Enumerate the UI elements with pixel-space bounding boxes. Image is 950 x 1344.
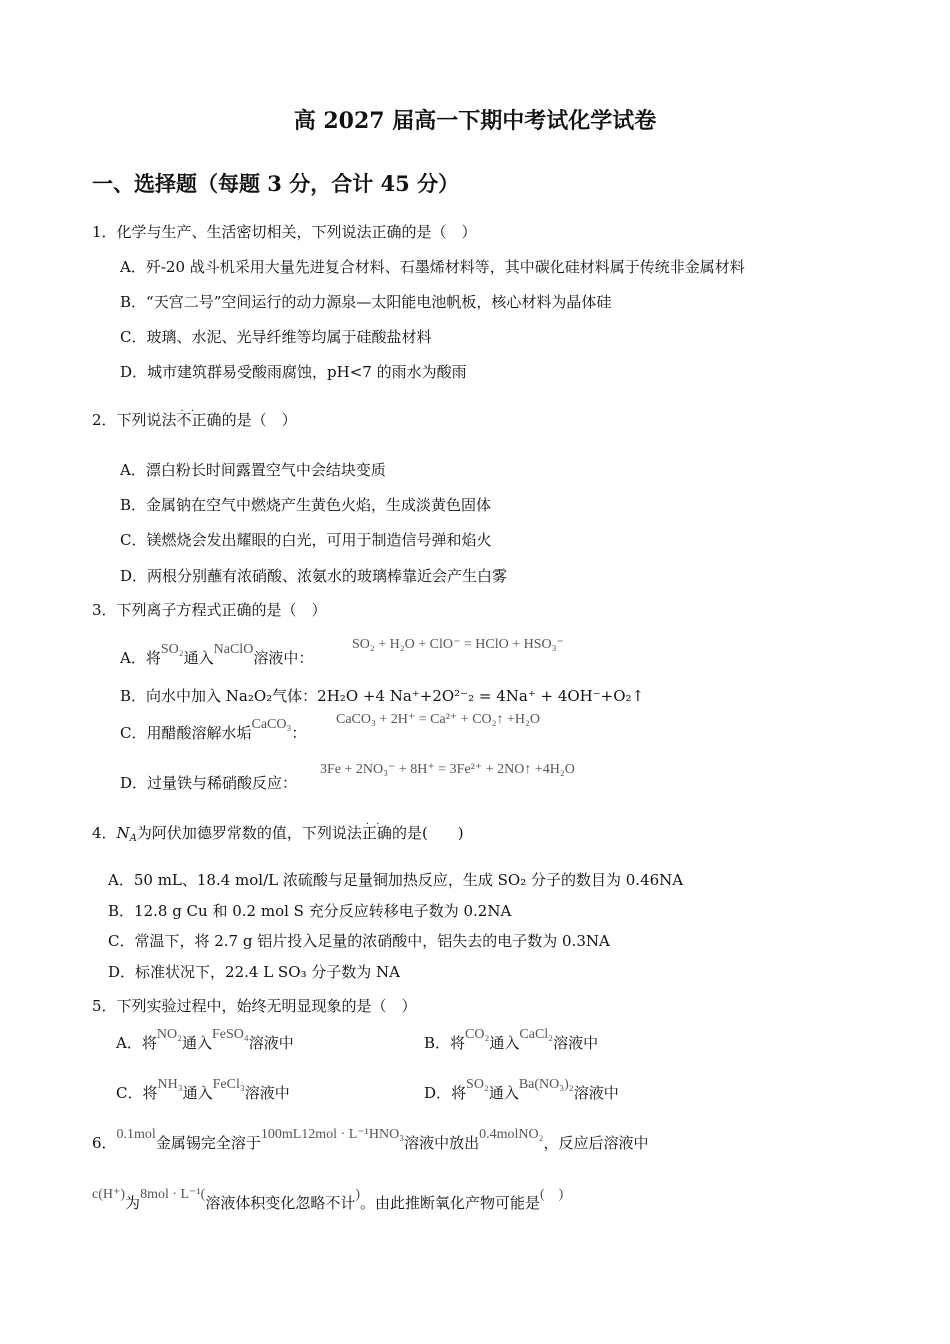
q4-num: 4． <box>92 824 117 842</box>
q6-text5: 溶液体积变化忽略不计 <box>205 1194 356 1212</box>
question-1-option-c: C．玻璃、水泥、光导纤维等均属于硅酸盐材料 <box>120 328 432 346</box>
q5b-text2: 通入 <box>489 1034 520 1052</box>
question-4-option-b: B．12.8 g Cu 和 0.2 mol S 充分反应转移电子数为 0.2NA <box>108 902 512 920</box>
question-5-option-a <box>116 1027 294 1055</box>
q6-formula6: ) <box>355 1187 360 1202</box>
q5b-text1: B．将 <box>424 1034 466 1052</box>
question-1-option-b: B．“天宫二号”空间运行的动力源泉—太阳能电池帆板，核心材料为晶体硅 <box>120 293 612 311</box>
question-4-option-c: C．常温下，将 2.7 g 铝片投入足量的浓硝酸中，铝失去的电子数为 0.3NA <box>108 932 610 950</box>
q4-na-subscript: A <box>129 833 137 844</box>
q5a-formula1: NO₂ <box>156 1027 182 1042</box>
q5c-text2: 通入 <box>182 1084 213 1102</box>
q5c-formula1: NH₃ <box>157 1077 183 1092</box>
q4-text2: 的是( ) <box>391 824 464 842</box>
q6-formula1: 0.1mol <box>116 1127 156 1142</box>
question-5-option-d <box>424 1077 619 1105</box>
q6-formula4: c(H⁺) <box>92 1187 126 1202</box>
q6-formula3: 0.4molNO₂ <box>479 1127 544 1142</box>
question-2-stem-part1: 2．下列说法 <box>92 411 177 429</box>
question-6-line-2 <box>92 1187 564 1215</box>
question-1-option-d: D．城市建筑群易受酸雨腐蚀，pH<7 的雨水为酸雨 <box>120 363 467 381</box>
question-2-option-c: C．镁燃烧会发出耀眼的白光，可用于制造信号弹和焰火 <box>120 531 492 549</box>
question-4-option-d: D．标准状况下，22.4 L SO₃ 分子数为 NA <box>108 963 401 981</box>
q6-formula7: ( ) <box>540 1187 564 1202</box>
question-2-option-a: A．漂白粉长时间露置空气中会结块变质 <box>120 461 386 479</box>
question-1-option-a: A．歼-20 战斗机采用大量先进复合材料、石墨烯材料等，其中碳化硅材料属于传统非金属材料 <box>120 258 745 276</box>
q6-formula2: 100mL12mol · L⁻¹HNO₃ <box>260 1127 405 1142</box>
q4-text1: 为阿伏加德罗常数的值，下列说法 <box>136 824 362 842</box>
q6-text6: 。由此推断氧化产物可能是 <box>360 1194 541 1212</box>
question-6-line-1 <box>92 1127 649 1155</box>
question-3-option-c <box>120 717 307 745</box>
q4-na-symbol: N <box>116 824 130 842</box>
question-3-stem: 3．下列离子方程式正确的是（ ） <box>92 601 327 619</box>
q3c-text2: ： <box>291 724 307 742</box>
question-2-emphasis: · · 不正确 <box>177 411 222 429</box>
q4-emphasis: · · 正确 <box>362 824 392 842</box>
question-5-stem: 5．下列实验过程中，始终无明显现象的是（ ） <box>92 997 417 1015</box>
question-2-option-d: D．两根分别蘸有浓硝酸、浓氨水的玻璃棒靠近会产生白雾 <box>120 567 508 585</box>
q3c-text1: C．用醋酸溶解水垢 <box>120 724 252 742</box>
q6-text4: 为 <box>125 1194 141 1212</box>
q5d-text2: 通入 <box>488 1084 519 1102</box>
question-4-option-a: A．50 mL、18.4 mol/L 浓硫酸与足量铜加热反应，生成 SO₂ 分子的数目为 0.46NA <box>108 871 684 889</box>
q5b-formula1: CO₂ <box>465 1027 490 1042</box>
q3a-text2: 通入 <box>183 649 214 667</box>
q5d-text3: 溶液中 <box>573 1084 619 1102</box>
question-5-option-c <box>116 1077 290 1105</box>
q5c-formula2: FeCl₃ <box>212 1077 245 1092</box>
section-heading: 一、选择题（每题 3 分，合计 45 分） <box>92 171 460 196</box>
question-4-stem <box>92 823 464 849</box>
q5b-text3: 溶液中 <box>553 1034 599 1052</box>
question-3-option-a-equation: SO₂ + H₂O + ClO⁻ = HClO + HSO₃⁻ <box>352 637 564 652</box>
q3a-so2-formula: SO₂ <box>160 642 184 657</box>
q6-text1: 金属锡完全溶于 <box>155 1134 261 1152</box>
question-5-option-b <box>424 1027 599 1055</box>
q6-text3: ，反应后溶液中 <box>543 1134 649 1152</box>
q5c-text1: C．将 <box>116 1084 158 1102</box>
q5a-text3: 溶液中 <box>248 1034 294 1052</box>
q6-text2: 溶液中放出 <box>404 1134 480 1152</box>
question-2-stem-part2: 的是（ ） <box>221 411 297 429</box>
q5a-formula2: FeSO₄ <box>211 1027 249 1042</box>
q5c-text3: 溶液中 <box>244 1084 290 1102</box>
q5d-text1: D．将 <box>424 1084 467 1102</box>
q3a-naclo-formula: NaClO <box>213 642 254 657</box>
q3c-caco3-formula: CaCO₃ <box>251 717 292 732</box>
q5a-text2: 通入 <box>181 1034 212 1052</box>
q6-formula5: 8mol · L⁻¹( <box>140 1187 206 1202</box>
page-title: 高 2027 届高一下期中考试化学试卷 <box>293 108 657 134</box>
q5d-formula1: SO₂ <box>466 1077 489 1092</box>
q5d-formula2: Ba(NO₃)₂ <box>518 1077 574 1092</box>
question-2-option-b: B．金属钠在空气中燃烧产生黄色火焰，生成淡黄色固体 <box>120 496 492 514</box>
question-3-option-c-equation: CaCO₃ + 2H⁺ = Ca²⁺ + CO₂↑ +H₂O <box>336 712 541 727</box>
question-3-option-d: D．过量铁与稀硝酸反应： <box>120 774 298 792</box>
q3a-text1: A．将 <box>120 649 161 667</box>
question-3-option-a <box>120 642 314 670</box>
q3a-text3: 溶液中： <box>253 649 314 667</box>
q5a-text1: A．将 <box>116 1034 157 1052</box>
question-2-stem <box>92 410 297 430</box>
q6-num: 6． <box>92 1134 117 1152</box>
question-1-stem: 1．化学与生产、生活密切相关，下列说法正确的是（ ） <box>92 223 477 241</box>
question-3-option-b: B．向水中加入 Na₂O₂气体：2H₂O +4 Na⁺+2O²⁻₂ = 4Na⁺ + 4OH⁻+O₂↑ <box>120 687 645 705</box>
question-3-option-d-equation: 3Fe + 2NO₃⁻ + 8H⁺ = 3Fe²⁺ + 2NO↑ +4H₂O <box>320 762 575 777</box>
q5b-formula2: CaCl₂ <box>519 1027 554 1042</box>
